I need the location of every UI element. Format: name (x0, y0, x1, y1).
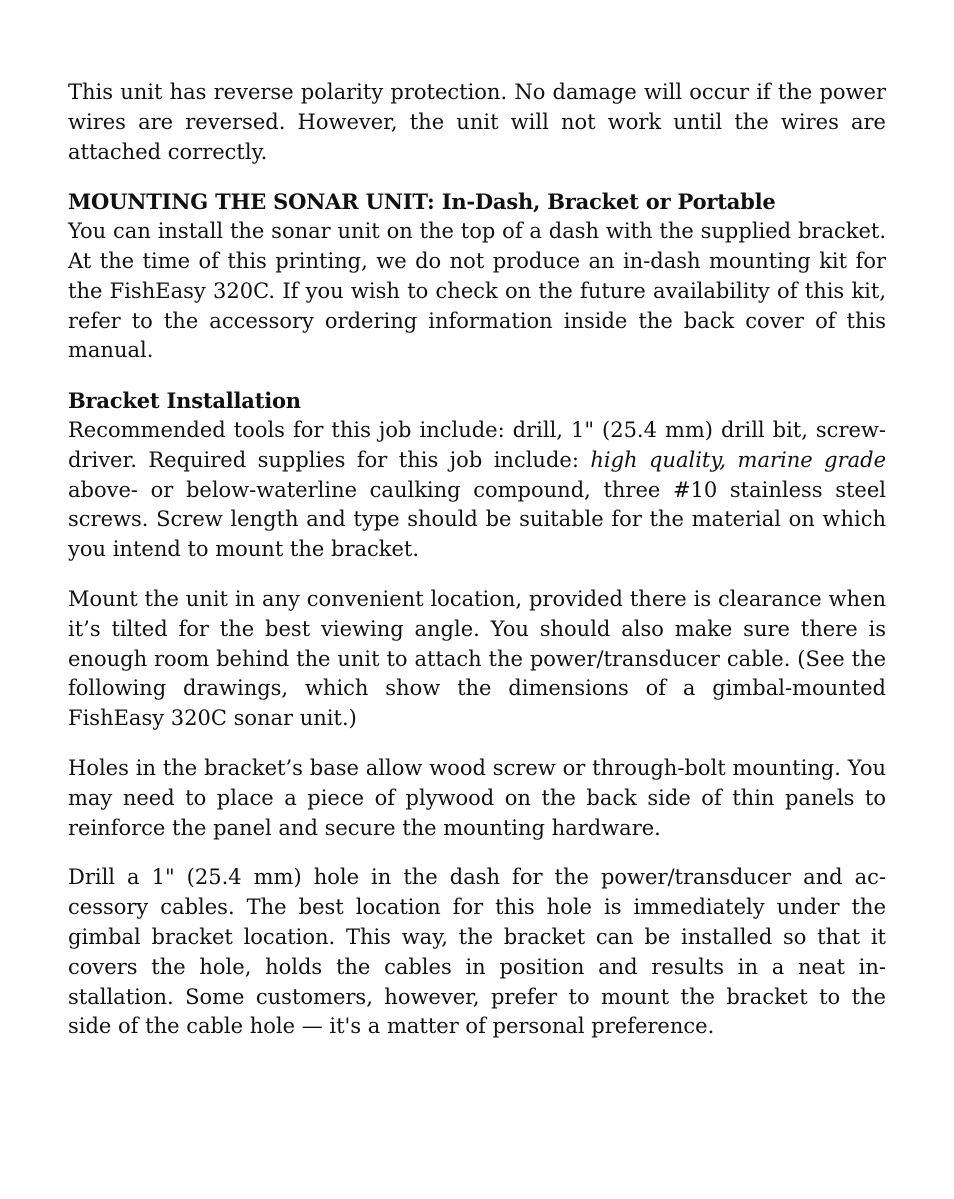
bracket-tools-text-b: above- or below-waterline caulking compound, three #10 stainless steel screws. Screw length and type should be suitable for the material on which you intend to mount the bracket. (68, 477, 886, 562)
bracket-tools-paragraph (68, 416, 886, 565)
polarity-paragraph: This unit has reverse polarity protection. No damage will occur if the power wires are reversed. However, the unit will not work until the wires are attached correctly. (68, 80, 886, 164)
mounting-paragraph: You can install the sonar unit on the top of a dash with the supplied bracket. At the time of this printing, we do not produce an in-dash mounting kit for the FishEasy 320C. If you wish to check on the future availability of this kit, refer to the accessory ordering information inside the back cover of this manual. (68, 219, 886, 363)
bracket-installation-heading: Bracket Installation (68, 388, 301, 414)
bracket-tools-emphasis: high quality, marine grade (590, 447, 886, 472)
mounting-heading: MOUNTING THE SONAR UNIT: In-Dash, Bracket or Portable (68, 189, 776, 215)
holes-paragraph: Holes in the bracket’s base allow wood screw or through-bolt mounting. You may need to place a piece of plywood on the back side of thin panels to reinforce the panel and secure the mounting hardware. (68, 755, 886, 840)
bracket-tools-text-a: Recommended tools for this job include: drill, 1" (25.4 mm) drill bit, screwdriver. Required supplies for this job include: (68, 417, 886, 472)
mount-location-paragraph: Mount the unit in any convenient location, provided there is clearance when it’s tilted for the best viewing angle. You should also make sure there is enough room behind the unit to attach the power/transducer cable. (See the following drawings, which show the dimensions of a gimbal-mounted FishEasy 320C sonar unit.) (68, 586, 886, 731)
drill-paragraph: Drill a 1" (25.4 mm) hole in the dash for the power/transducer and accessory cables. The best location for this hole is immediately under the gimbal bracket location. This way, the bracket can be installed so that it covers the hole, holds the cables in position and results in a neat installation. Some customers, however, prefer to mount the bracket to the side of the cable hole — it's a matter of personal preference. (68, 865, 886, 1039)
manual-page (68, 78, 886, 1042)
